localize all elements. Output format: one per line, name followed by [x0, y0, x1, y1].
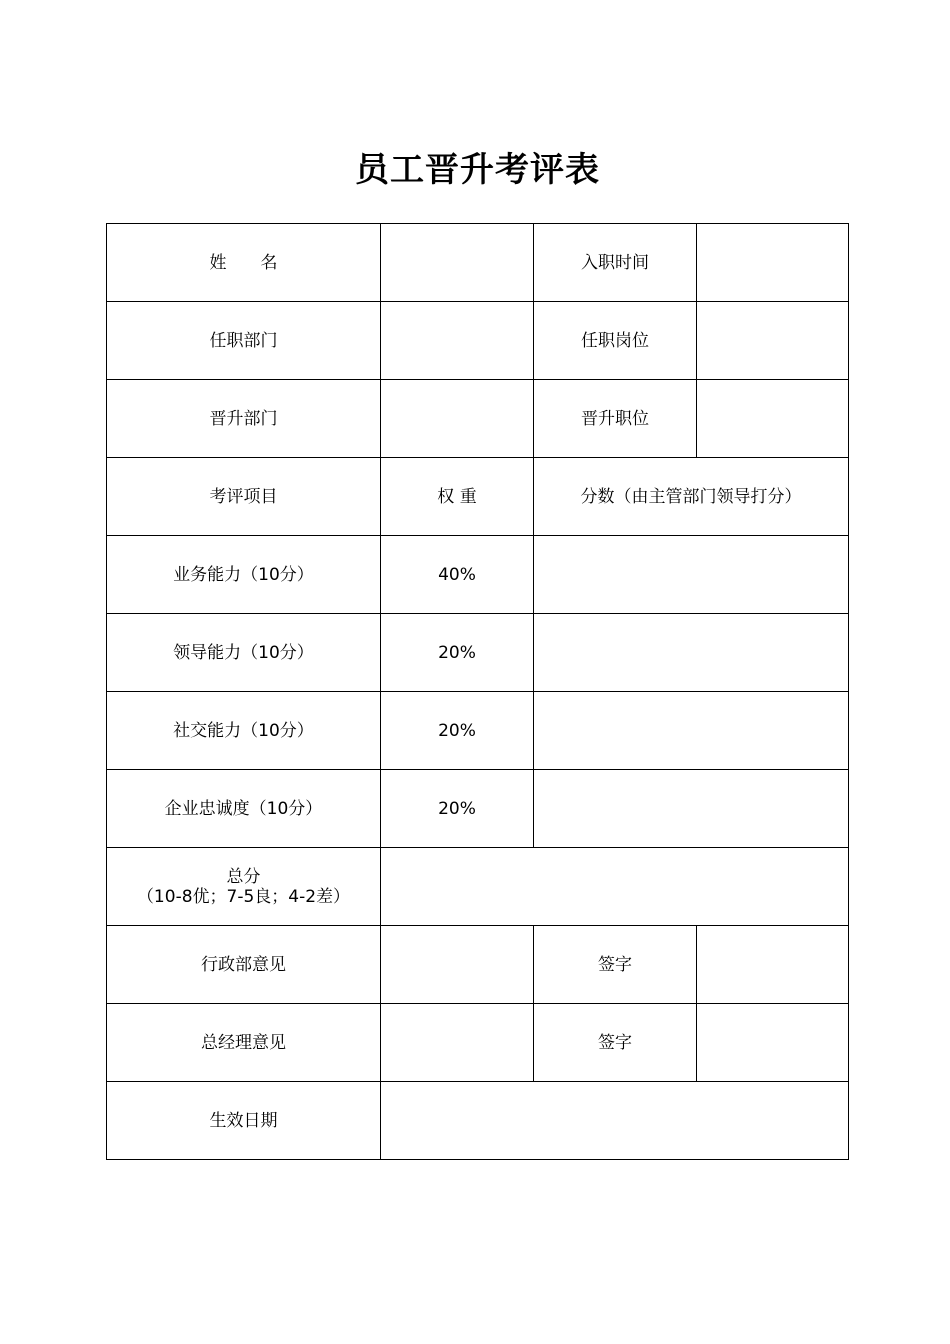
- name-field[interactable]: [381, 224, 534, 302]
- criterion-weight: 40%: [381, 536, 534, 614]
- criterion-score-field[interactable]: [534, 770, 849, 848]
- table-row: [107, 1004, 849, 1082]
- criterion-score-field[interactable]: [534, 614, 849, 692]
- page-title: 员工晋升考评表: [355, 150, 600, 190]
- current-post-label: 任职岗位: [534, 302, 697, 380]
- current-dept-field[interactable]: [381, 302, 534, 380]
- promo-post-field[interactable]: [697, 380, 849, 458]
- header-score: 分数（由主管部门领导打分）: [534, 458, 849, 536]
- header-item: 考评项目: [107, 458, 381, 536]
- criterion-item: 企业忠诚度（10分）: [107, 770, 381, 848]
- admin-opinion-label: 行政部意见: [107, 926, 381, 1004]
- table-row: [107, 770, 849, 848]
- table-row: [107, 1082, 849, 1160]
- table-row: [107, 224, 849, 302]
- total-note: （10-8优；7-5良；4-2差）: [136, 886, 351, 907]
- gm-opinion-field[interactable]: [381, 1004, 534, 1082]
- admin-opinion-field[interactable]: [381, 926, 534, 1004]
- table-row: [107, 692, 849, 770]
- header-weight: 权 重: [381, 458, 534, 536]
- criterion-score-field[interactable]: [534, 692, 849, 770]
- current-post-field[interactable]: [697, 302, 849, 380]
- promotion-evaluation-table: [106, 223, 849, 1160]
- effective-date-label: 生效日期: [107, 1082, 381, 1160]
- promo-dept-field[interactable]: [381, 380, 534, 458]
- total-field[interactable]: [381, 848, 849, 926]
- admin-sign-label: 签字: [534, 926, 697, 1004]
- total-label-cell: [107, 848, 381, 926]
- table-row: [107, 848, 849, 926]
- table-row: [107, 536, 849, 614]
- table-row: [107, 926, 849, 1004]
- criterion-weight: 20%: [381, 770, 534, 848]
- criterion-item: 业务能力（10分）: [107, 536, 381, 614]
- total-label: 总分: [226, 866, 261, 887]
- promo-post-label: 晋升职位: [534, 380, 697, 458]
- table-row: [107, 614, 849, 692]
- criterion-score-field[interactable]: [534, 536, 849, 614]
- table-header-row: [107, 458, 849, 536]
- promo-dept-label: 晋升部门: [107, 380, 381, 458]
- gm-sign-label: 签字: [534, 1004, 697, 1082]
- gm-opinion-label: 总经理意见: [107, 1004, 381, 1082]
- table-row: [107, 302, 849, 380]
- criterion-item: 社交能力（10分）: [107, 692, 381, 770]
- hire-time-field[interactable]: [697, 224, 849, 302]
- name-label: 姓 名: [107, 224, 381, 302]
- criterion-item: 领导能力（10分）: [107, 614, 381, 692]
- criterion-weight: 20%: [381, 692, 534, 770]
- criterion-weight: 20%: [381, 614, 534, 692]
- effective-date-field[interactable]: [381, 1082, 849, 1160]
- admin-sign-field[interactable]: [697, 926, 849, 1004]
- current-dept-label: 任职部门: [107, 302, 381, 380]
- table-row: [107, 380, 849, 458]
- hire-time-label: 入职时间: [534, 224, 697, 302]
- gm-sign-field[interactable]: [697, 1004, 849, 1082]
